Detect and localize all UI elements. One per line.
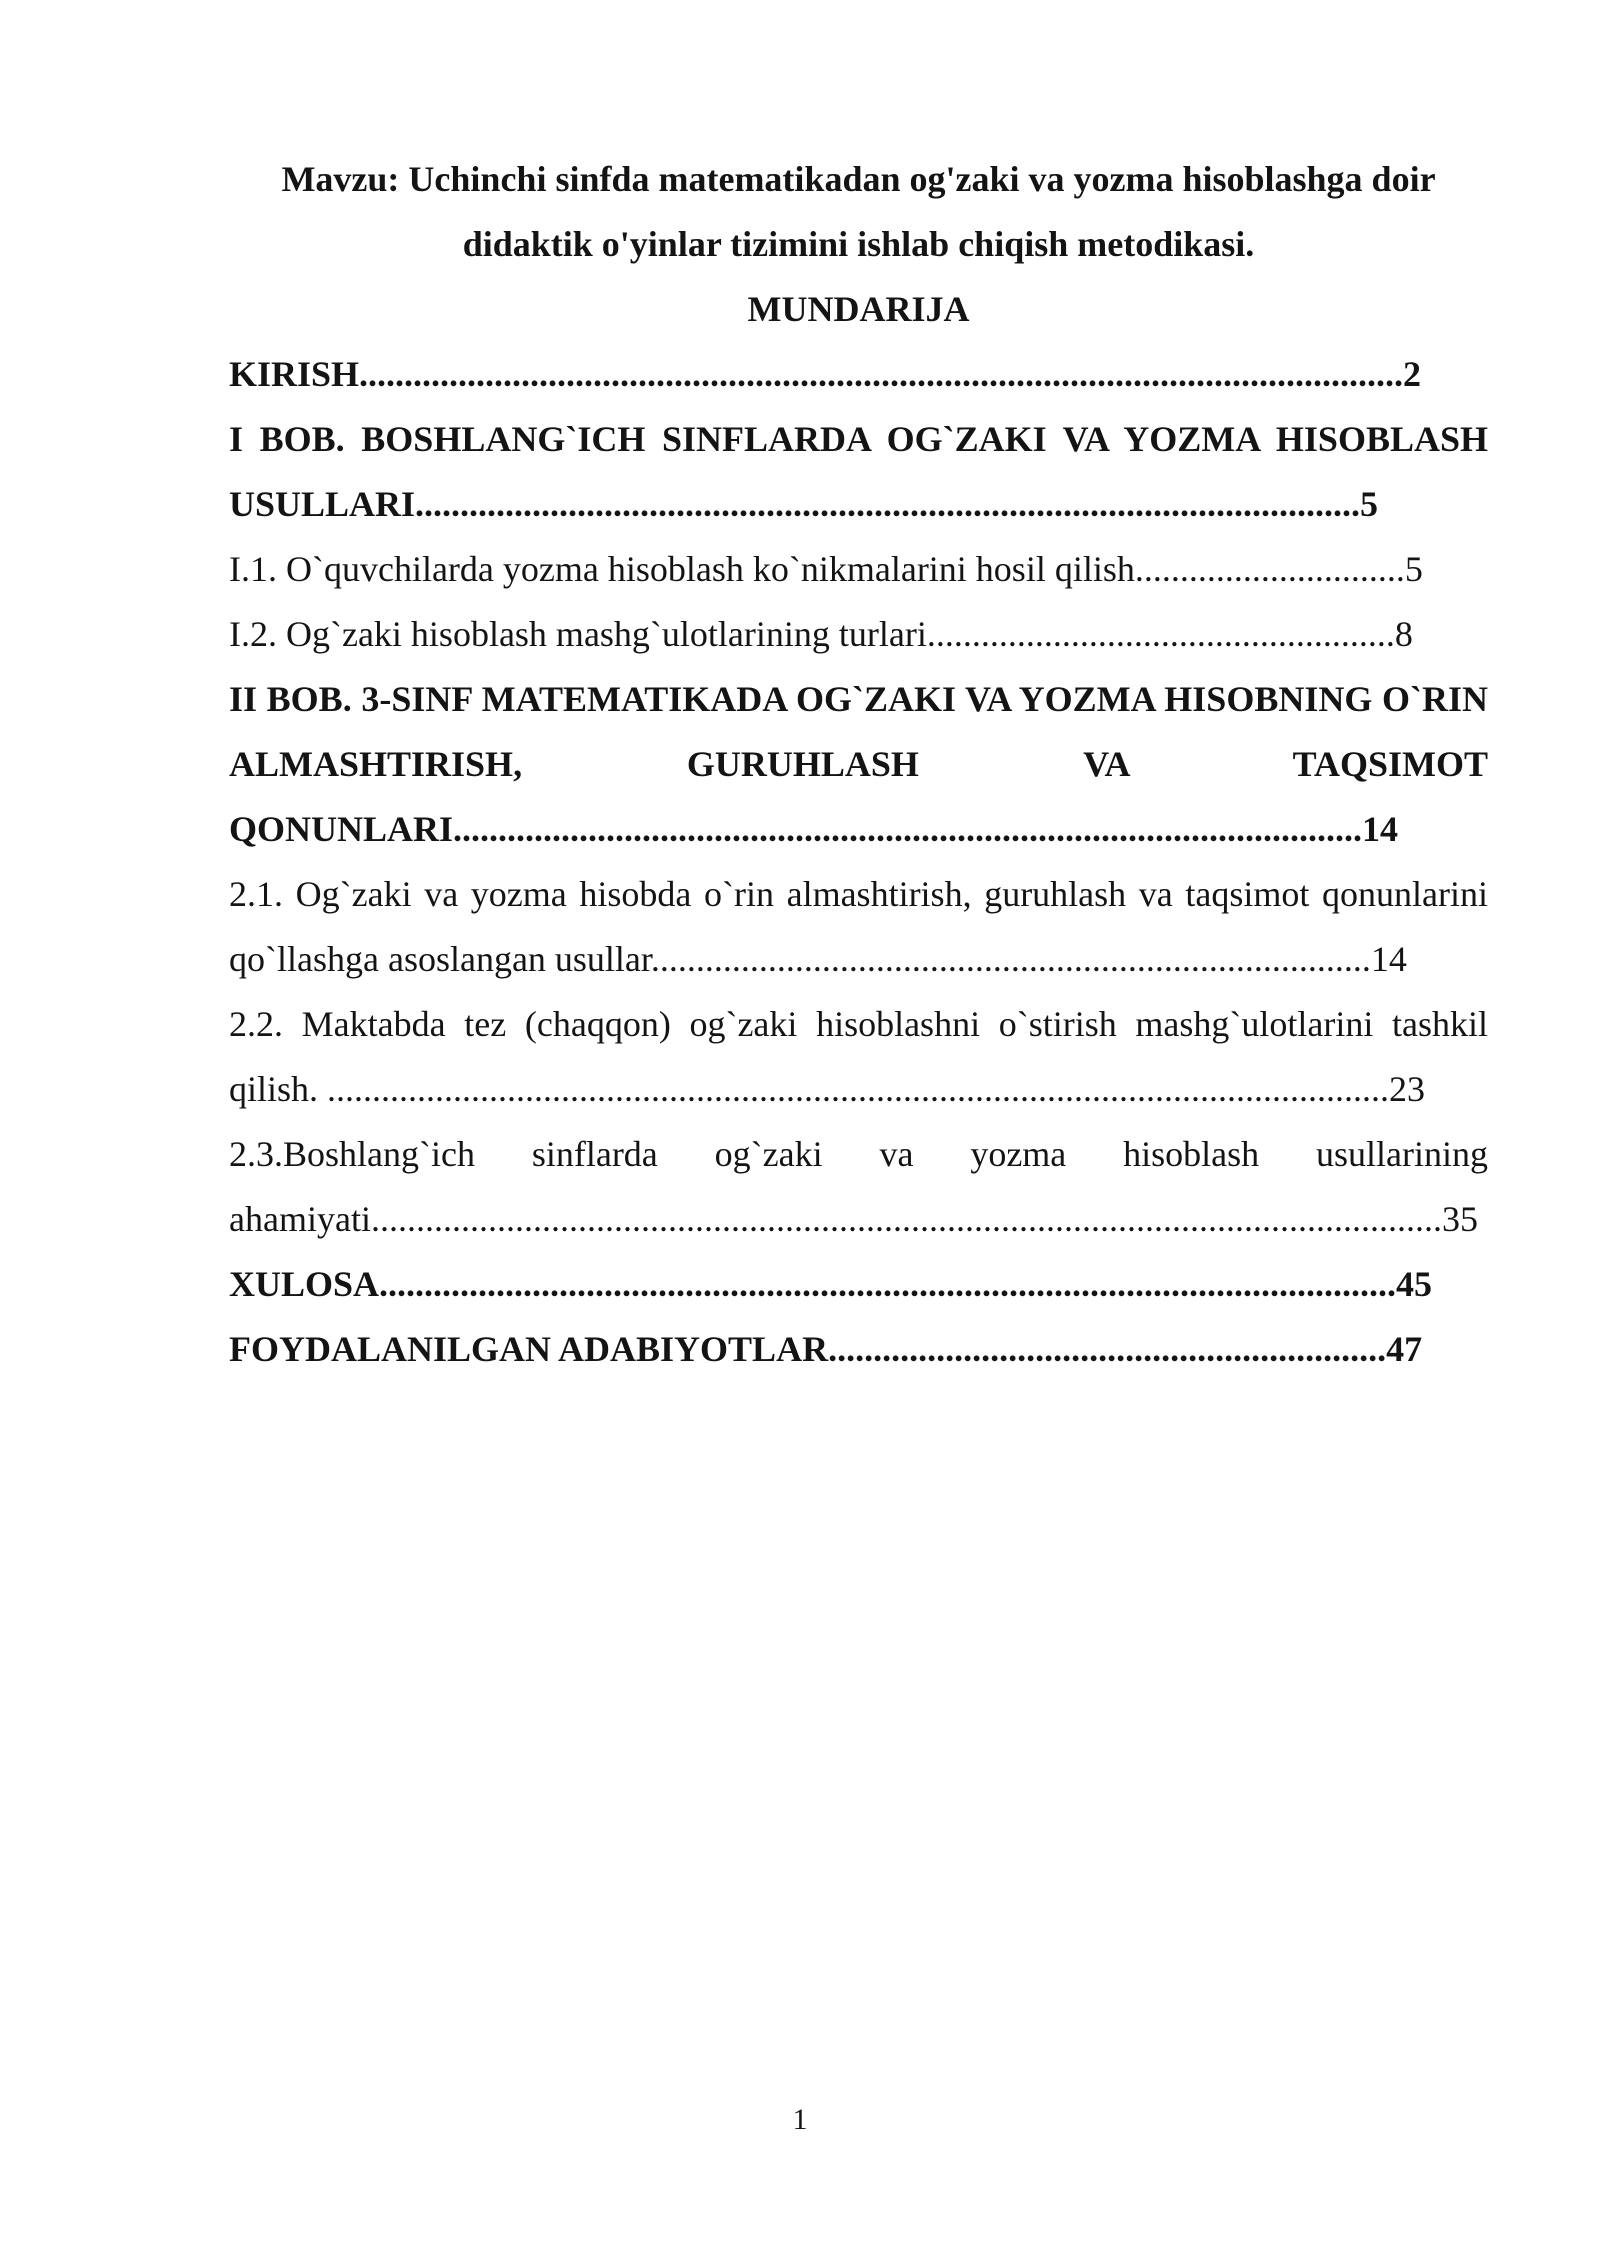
toc-entry-section-2-3: 2.3.Boshlang`ich sinflarda og`zaki va yozma hisoblash usullarining ahamiyati.......................................................................................................................35 [229, 1134, 1488, 1239]
toc-entry-section-2-1: 2.1. Og`zaki va yozma hisobda o`rin almashtirish, guruhlash va taqsimot qonunlarini qo`llashga asoslangan usullar................................................................................14 [229, 874, 1488, 979]
table-of-contents [229, 342, 1488, 1382]
toc-entry-section-2-2: 2.2. Maktabda tez (chaqqon) og`zaki hisoblashni o`stirish mashg`ulotlarini tashkil qilish. ......................................................................................................................23 [229, 1004, 1488, 1109]
toc-entry-chapter-1: I BOB. BOSHLANG`ICH SINFLARDA OG`ZAKI VA YOZMA HISOBLASH USULLARI.........................................................................................................5 [229, 419, 1488, 524]
toc-entry-xulosa: XULOSA.................................................................................................................45 [229, 1264, 1433, 1304]
page-number: 1 [792, 2103, 808, 2136]
toc-entry-bibliography: FOYDALANILGAN ADABIYOTLAR..............................................................47 [229, 1329, 1423, 1369]
page-content [229, 147, 1488, 1382]
document-title: Mavzu: Uchinchi sinfda matematikadan og'zaki va yozma hisoblashga doir didaktik o'yinlar tizimini ishlab chiqish metodikasi. [281, 159, 1436, 264]
toc-entry-section-1-1: I.1. O`quvchilarda yozma hisoblash ko`nikmalarini hosil qilish..............................5 [229, 549, 1423, 589]
toc-entry-section-1-2: I.2. Og`zaki hisoblash mashg`ulotlarining turlari....................................................8 [229, 614, 1413, 654]
toc-entry-chapter-2: II BOB. 3-SINF MATEMATIKADA OG`ZAKI VA YOZMA HISOBNING O`RIN ALMASHTIRISH, GURUHLASH VA TAQSIMOT QONUNLARI.....................................................................................................14 [229, 679, 1488, 849]
toc-heading: MUNDARIJA [747, 289, 970, 329]
toc-entry-kirish: KIRISH....................................................................................................................2 [229, 354, 1422, 394]
